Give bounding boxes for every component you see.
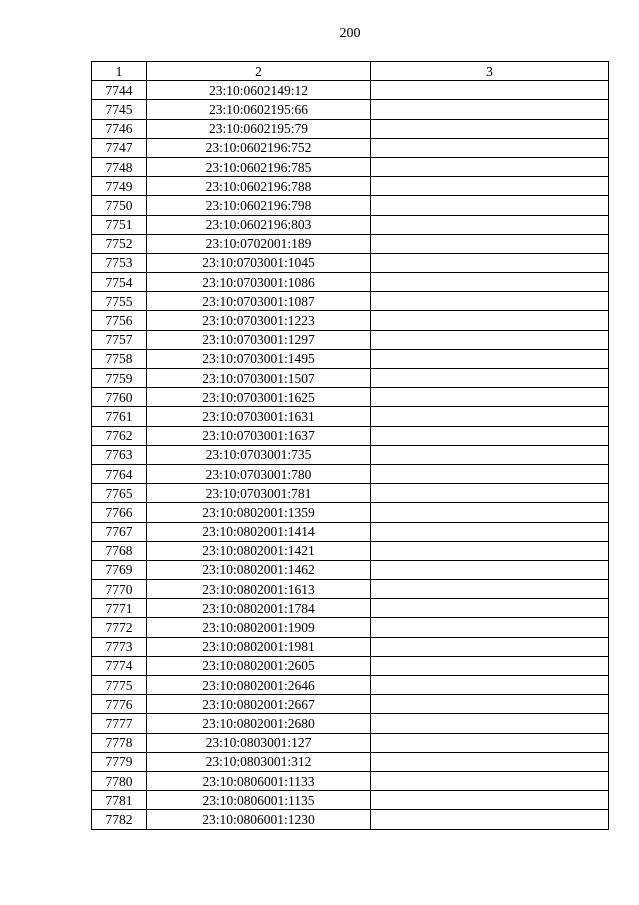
note-cell	[371, 119, 609, 138]
cadastral-number-cell: 23:10:0702001:189	[147, 234, 371, 253]
cadastral-number-cell: 23:10:0703001:1045	[147, 253, 371, 272]
table-row	[92, 791, 609, 810]
note-cell	[371, 714, 609, 733]
row-number-cell: 7763	[92, 445, 147, 464]
row-number-cell: 7779	[92, 752, 147, 771]
table-row	[92, 349, 609, 368]
table-row	[92, 273, 609, 292]
note-cell	[371, 100, 609, 119]
note-cell	[371, 388, 609, 407]
cadastral-number-cell: 23:10:0802001:2680	[147, 714, 371, 733]
row-number-cell: 7770	[92, 580, 147, 599]
row-number-cell: 7775	[92, 676, 147, 695]
table-row	[92, 330, 609, 349]
row-number-cell: 7756	[92, 311, 147, 330]
note-cell	[371, 484, 609, 503]
row-number-cell: 7771	[92, 599, 147, 618]
row-number-cell: 7760	[92, 388, 147, 407]
column-header-2: 2	[147, 62, 371, 81]
row-number-cell: 7753	[92, 253, 147, 272]
row-number-cell: 7761	[92, 407, 147, 426]
table-body	[92, 81, 609, 829]
cadastral-number-cell: 23:10:0703001:1507	[147, 369, 371, 388]
cadastral-number-cell: 23:10:0802001:1421	[147, 541, 371, 560]
table-row	[92, 234, 609, 253]
column-header-1: 1	[92, 62, 147, 81]
cadastral-number-cell: 23:10:0802001:2605	[147, 656, 371, 675]
row-number-cell: 7768	[92, 541, 147, 560]
cadastral-number-cell: 23:10:0703001:1086	[147, 273, 371, 292]
row-number-cell: 7778	[92, 733, 147, 752]
table-row	[92, 541, 609, 560]
table-row	[92, 426, 609, 445]
cadastral-number-cell: 23:10:0703001:1631	[147, 407, 371, 426]
row-number-cell: 7776	[92, 695, 147, 714]
cadastral-number-cell: 23:10:0703001:1637	[147, 426, 371, 445]
cadastral-number-cell: 23:10:0802001:2646	[147, 676, 371, 695]
cadastral-number-cell: 23:10:0602195:66	[147, 100, 371, 119]
table-row	[92, 138, 609, 157]
table-row	[92, 445, 609, 464]
table-row	[92, 407, 609, 426]
table-row	[92, 771, 609, 790]
table-row	[92, 560, 609, 579]
row-number-cell: 7765	[92, 484, 147, 503]
note-cell	[371, 522, 609, 541]
row-number-cell: 7755	[92, 292, 147, 311]
note-cell	[371, 157, 609, 176]
table-header-row	[92, 62, 609, 81]
row-number-cell: 7749	[92, 177, 147, 196]
note-cell	[371, 234, 609, 253]
note-cell	[371, 369, 609, 388]
row-number-cell: 7744	[92, 81, 147, 100]
note-cell	[371, 253, 609, 272]
note-cell	[371, 810, 609, 829]
cadastral-number-cell: 23:10:0802001:1909	[147, 618, 371, 637]
table-row	[92, 157, 609, 176]
note-cell	[371, 292, 609, 311]
cadastral-number-cell: 23:10:0802001:1414	[147, 522, 371, 541]
table-row	[92, 580, 609, 599]
row-number-cell: 7757	[92, 330, 147, 349]
cadastral-number-cell: 23:10:0703001:1625	[147, 388, 371, 407]
note-cell	[371, 618, 609, 637]
table-row	[92, 618, 609, 637]
note-cell	[371, 330, 609, 349]
table-row	[92, 676, 609, 695]
note-cell	[371, 177, 609, 196]
table-row	[92, 253, 609, 272]
table-row	[92, 714, 609, 733]
table-row	[92, 484, 609, 503]
cadastral-number-cell: 23:10:0802001:1981	[147, 637, 371, 656]
note-cell	[371, 196, 609, 215]
table-row	[92, 464, 609, 483]
table-row	[92, 81, 609, 100]
table-row	[92, 100, 609, 119]
note-cell	[371, 215, 609, 234]
note-cell	[371, 791, 609, 810]
cadastral-number-cell: 23:10:0803001:127	[147, 733, 371, 752]
note-cell	[371, 445, 609, 464]
row-number-cell: 7766	[92, 503, 147, 522]
cadastral-number-cell: 23:10:0703001:1297	[147, 330, 371, 349]
table-row	[92, 119, 609, 138]
table-row	[92, 388, 609, 407]
row-number-cell: 7772	[92, 618, 147, 637]
cadastral-number-cell: 23:10:0802001:1359	[147, 503, 371, 522]
table-row	[92, 695, 609, 714]
table-row	[92, 177, 609, 196]
note-cell	[371, 771, 609, 790]
row-number-cell: 7774	[92, 656, 147, 675]
row-number-cell: 7762	[92, 426, 147, 445]
table-row	[92, 656, 609, 675]
note-cell	[371, 464, 609, 483]
row-number-cell: 7750	[92, 196, 147, 215]
cadastral-number-cell: 23:10:0802001:2667	[147, 695, 371, 714]
table-row	[92, 369, 609, 388]
cadastral-number-cell: 23:10:0802001:1613	[147, 580, 371, 599]
cadastral-number-cell: 23:10:0703001:781	[147, 484, 371, 503]
cadastral-number-cell: 23:10:0602196:752	[147, 138, 371, 157]
cadastral-number-cell: 23:10:0803001:312	[147, 752, 371, 771]
cadastral-number-cell: 23:10:0806001:1135	[147, 791, 371, 810]
row-number-cell: 7759	[92, 369, 147, 388]
note-cell	[371, 637, 609, 656]
cadastral-number-cell: 23:10:0602196:803	[147, 215, 371, 234]
note-cell	[371, 752, 609, 771]
note-cell	[371, 599, 609, 618]
row-number-cell: 7748	[92, 157, 147, 176]
cadastral-number-cell: 23:10:0703001:780	[147, 464, 371, 483]
note-cell	[371, 81, 609, 100]
table-row	[92, 599, 609, 618]
row-number-cell: 7773	[92, 637, 147, 656]
row-number-cell: 7746	[92, 119, 147, 138]
note-cell	[371, 733, 609, 752]
table-row	[92, 810, 609, 829]
note-cell	[371, 580, 609, 599]
row-number-cell: 7767	[92, 522, 147, 541]
cadastral-number-cell: 23:10:0806001:1230	[147, 810, 371, 829]
cadastral-number-cell: 23:10:0602195:79	[147, 119, 371, 138]
note-cell	[371, 311, 609, 330]
page-number: 200	[339, 26, 361, 41]
row-number-cell: 7754	[92, 273, 147, 292]
cadastral-number-cell: 23:10:0602196:798	[147, 196, 371, 215]
row-number-cell: 7764	[92, 464, 147, 483]
table-row	[92, 503, 609, 522]
cadastral-number-cell: 23:10:0806001:1133	[147, 771, 371, 790]
row-number-cell: 7780	[92, 771, 147, 790]
cadastral-number-cell: 23:10:0703001:735	[147, 445, 371, 464]
row-number-cell: 7745	[92, 100, 147, 119]
note-cell	[371, 138, 609, 157]
column-header-3: 3	[371, 62, 609, 81]
cadastral-number-cell: 23:10:0602149:12	[147, 81, 371, 100]
note-cell	[371, 503, 609, 522]
note-cell	[371, 560, 609, 579]
table-row	[92, 215, 609, 234]
table-row	[92, 733, 609, 752]
table-row	[92, 522, 609, 541]
note-cell	[371, 676, 609, 695]
note-cell	[371, 426, 609, 445]
row-number-cell: 7777	[92, 714, 147, 733]
cadastral-number-cell: 23:10:0602196:788	[147, 177, 371, 196]
cadastral-table	[91, 61, 609, 830]
table-row	[92, 752, 609, 771]
cadastral-number-cell: 23:10:0602196:785	[147, 157, 371, 176]
row-number-cell: 7747	[92, 138, 147, 157]
table-row	[92, 637, 609, 656]
note-cell	[371, 695, 609, 714]
row-number-cell: 7781	[92, 791, 147, 810]
cadastral-number-cell: 23:10:0703001:1087	[147, 292, 371, 311]
note-cell	[371, 273, 609, 292]
cadastral-number-cell: 23:10:0802001:1784	[147, 599, 371, 618]
row-number-cell: 7752	[92, 234, 147, 253]
row-number-cell: 7751	[92, 215, 147, 234]
table-row	[92, 311, 609, 330]
table-row	[92, 196, 609, 215]
note-cell	[371, 349, 609, 368]
row-number-cell: 7758	[92, 349, 147, 368]
row-number-cell: 7782	[92, 810, 147, 829]
row-number-cell: 7769	[92, 560, 147, 579]
note-cell	[371, 407, 609, 426]
cadastral-number-cell: 23:10:0703001:1223	[147, 311, 371, 330]
table-row	[92, 292, 609, 311]
note-cell	[371, 656, 609, 675]
cadastral-number-cell: 23:10:0802001:1462	[147, 560, 371, 579]
note-cell	[371, 541, 609, 560]
cadastral-number-cell: 23:10:0703001:1495	[147, 349, 371, 368]
